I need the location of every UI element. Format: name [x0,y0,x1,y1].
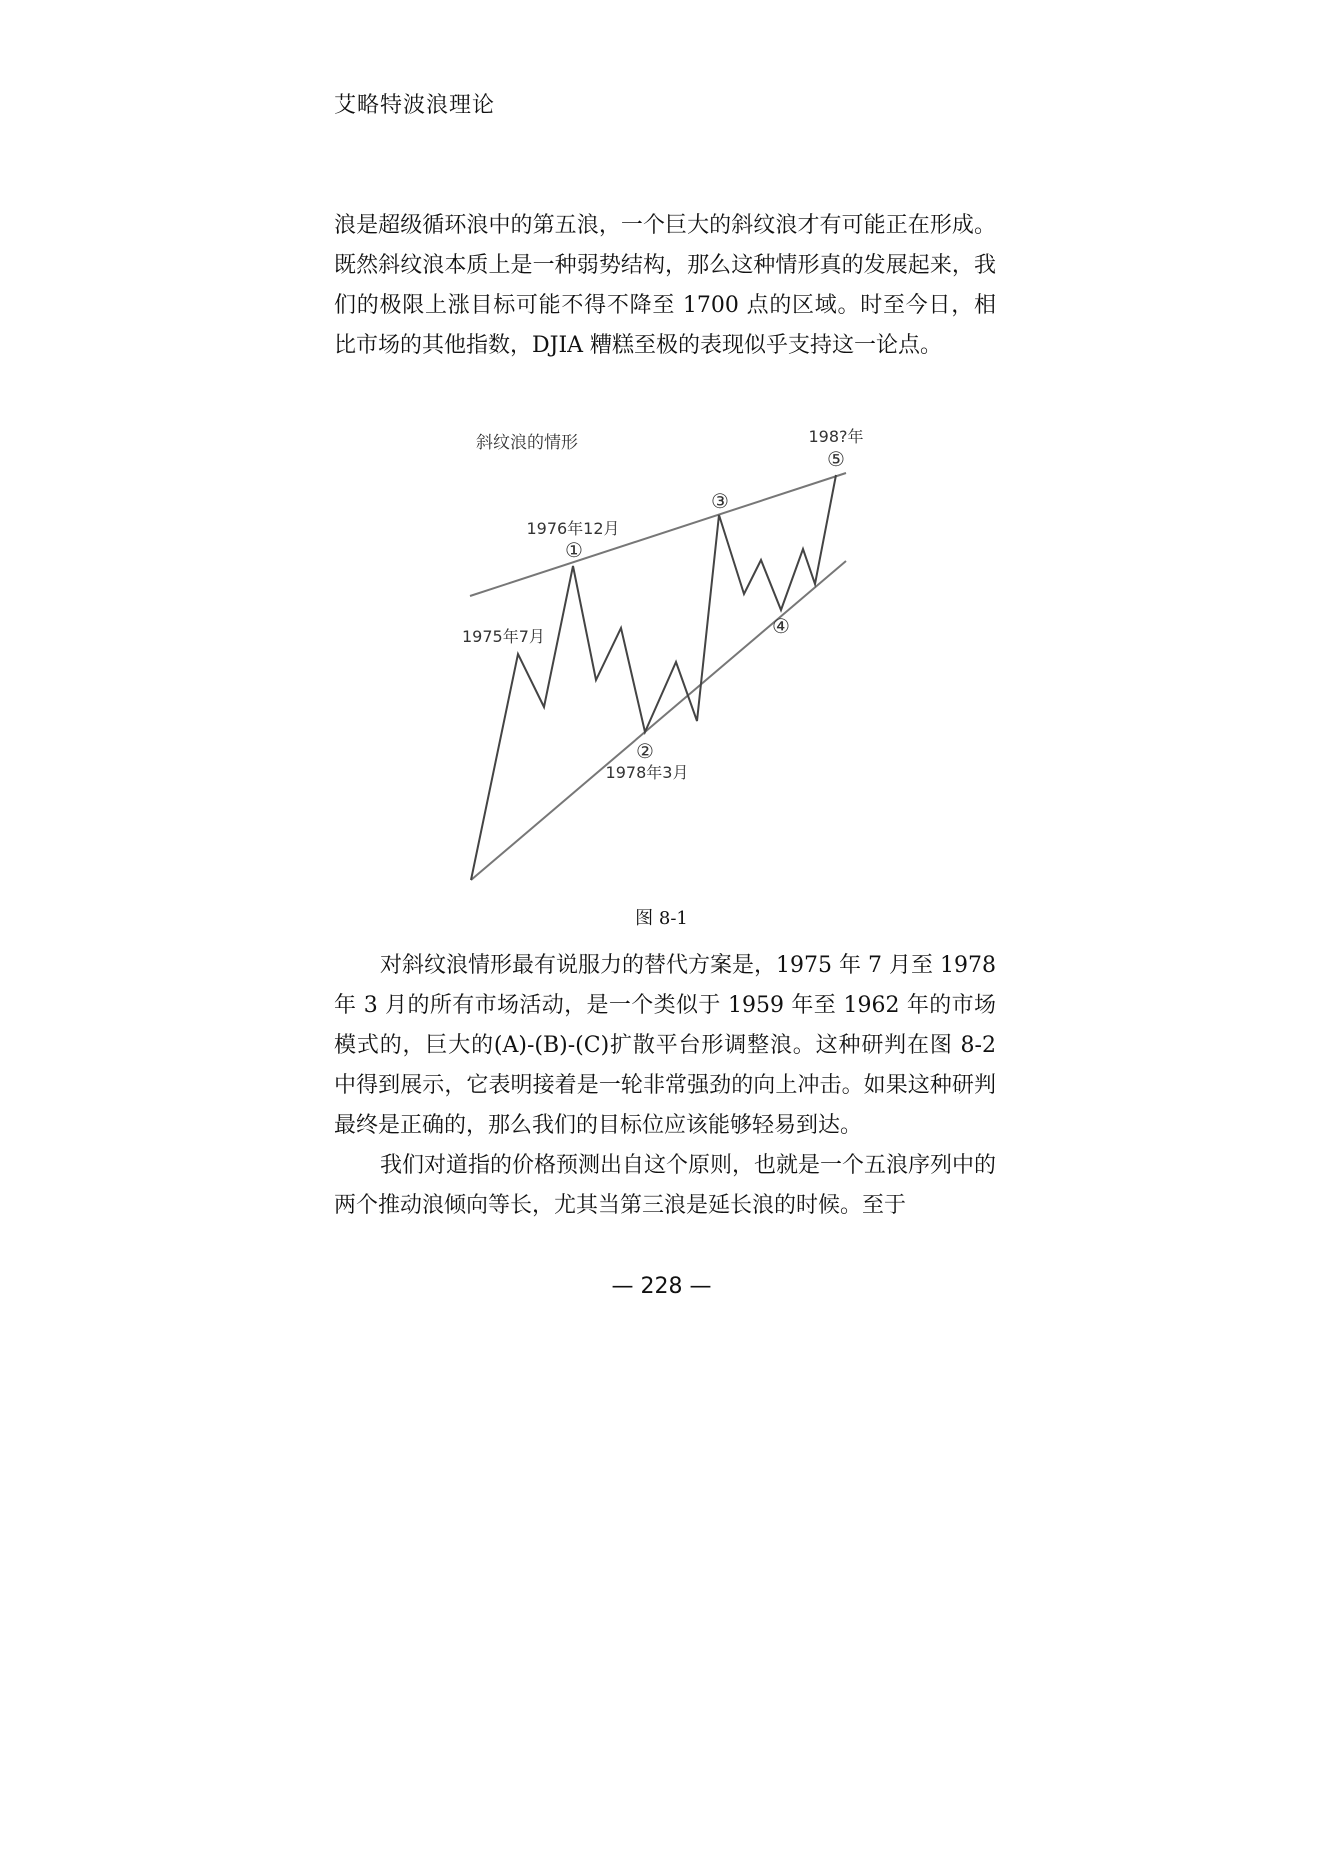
date-label-dec-1976: 1976年12月 [526,519,620,538]
body-paragraph: 浪是超级循环浪中的第五浪，一个巨大的斜纹浪才有可能正在形成。既然斜纹浪本质上是一种弱势结构，那么这种情形真的发展起来，我们的极限上涨目标可能不得不降至 1700 点的区域。时至今日，相比市场的其他指数，DJIA 糟糕至极的表现似乎支持这一论点。 [334,213,996,358]
wave-label-1: ① [565,538,583,562]
figure-caption: 图 8-1 [635,908,688,929]
lower-trend-line [471,561,846,880]
running-header: 艾略特波浪理论 [334,93,496,118]
ending-diagonal-diagram [440,410,880,890]
body-paragraph: 我们对道指的价格预测出自这个原则，也就是一个五浪序列中的两个推动浪倾向等长，尤其当第三浪是延长浪的时候。至于 [334,1153,997,1218]
date-label-jul-1975: 1975年7月 [462,627,545,646]
page-number: — 228 — [611,1274,712,1299]
wave-label-4: ④ [772,614,790,638]
wave-label-5: ⑤ [827,447,845,471]
wave-label-2: ② [636,739,654,763]
body-paragraph: 对斜纹浪情形最有说服力的替代方案是，1975 年 7 月至 1978 年 3 月的所有市场活动，是一个类似于 1959 年至 1962 年的市场模式的，巨大的(A)-(B)-(C)扩散平台形调整浪。这种研判在图 8-2 中得到展示，它表明接着是一轮非常强劲的向上冲击。如果这种研判最终是正确的，那么我们的目标位应该能够轻易到达。 [334,953,996,1138]
figure-8-1 [440,410,880,890]
figure-title: 斜纹浪的情形 [476,433,578,453]
date-label-mar-1978: 1978年3月 [605,763,689,782]
wave-label-3: ③ [711,489,729,513]
date-label-198x: 198?年 [808,427,864,446]
